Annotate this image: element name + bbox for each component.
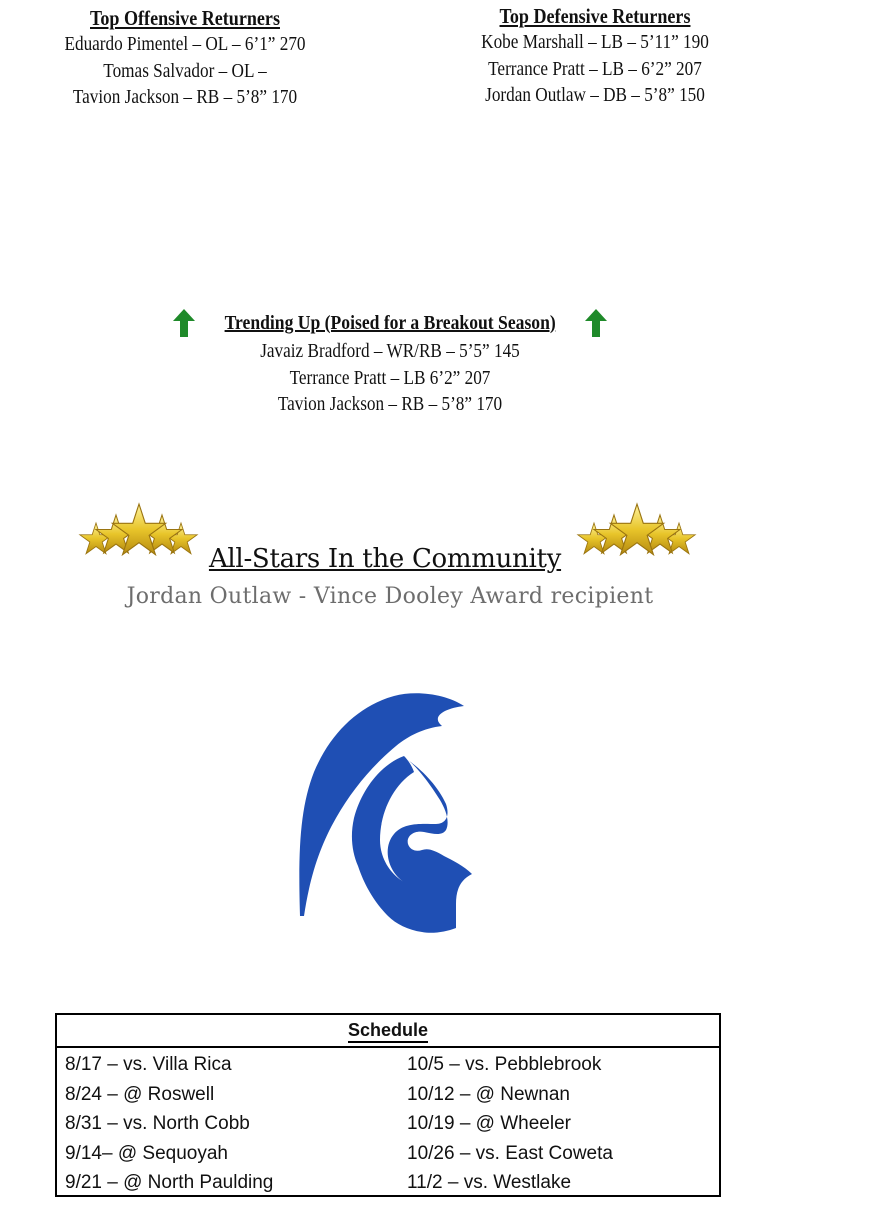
schedule-game: 11/2 – vs. Westlake (407, 1172, 572, 1193)
schedule-game: 9/14– @ Sequoyah (65, 1142, 228, 1164)
schedule-game: 10/26 – vs. East Coweta (407, 1142, 613, 1164)
trending-player: Javaiz Bradford – WR/RB – 5’5” 145 (260, 340, 520, 362)
schedule-game: 8/31 – vs. North Cobb (65, 1113, 250, 1134)
schedule-game: 8/24 – @ Roswell (65, 1083, 215, 1105)
schedule-game: 10/12 – @ Newnan (407, 1083, 570, 1105)
schedule-game: 10/19 – @ Wheeler (407, 1113, 571, 1134)
defense-title: Top Defensive Returners (499, 4, 691, 28)
offense-player: Tavion Jackson – RB – 5’8” 170 (72, 86, 298, 108)
schedule-table (55, 1013, 721, 1197)
schedule-game: 10/5 – vs. Pebblebrook (407, 1054, 602, 1075)
defense-player: Jordan Outlaw – DB – 5’8” 150 (485, 84, 705, 106)
offense-title: Top Offensive Returners (90, 6, 280, 30)
community-subtitle: Jordan Outlaw - Vince Dooley Award recipient (126, 584, 654, 609)
trending-player: Tavion Jackson – RB – 5’8” 170 (277, 393, 503, 415)
offense-player: Tomas Salvador – OL – (103, 59, 267, 82)
offense-section (20, 5, 350, 111)
trending-header (110, 308, 670, 338)
defense-player: Kobe Marshall – LB – 5’11” 190 (481, 31, 709, 53)
arrow-up-icon (584, 308, 608, 338)
schedule-game: 9/21 – @ North Paulding (65, 1172, 274, 1193)
defense-player: Terrance Pratt – LB – 6’2” 207 (488, 57, 702, 80)
schedule-game: 8/17 – vs. Villa Rica (65, 1054, 232, 1075)
community-title: All-Stars In the Community (208, 544, 562, 574)
schedule-grid (57, 1048, 719, 1198)
trending-player: Terrance Pratt – LB 6’2” 207 (289, 366, 491, 389)
trending-section (110, 308, 670, 418)
offense-player: Eduardo Pimentel – OL – 6’1” 270 (64, 33, 306, 55)
defense-section (430, 3, 760, 109)
spartan-helmet-icon (296, 690, 480, 934)
schedule-title: Schedule (57, 1015, 719, 1048)
trending-title: Trending Up (Poised for a Breakout Season) (224, 311, 556, 334)
arrow-up-icon (172, 308, 196, 338)
